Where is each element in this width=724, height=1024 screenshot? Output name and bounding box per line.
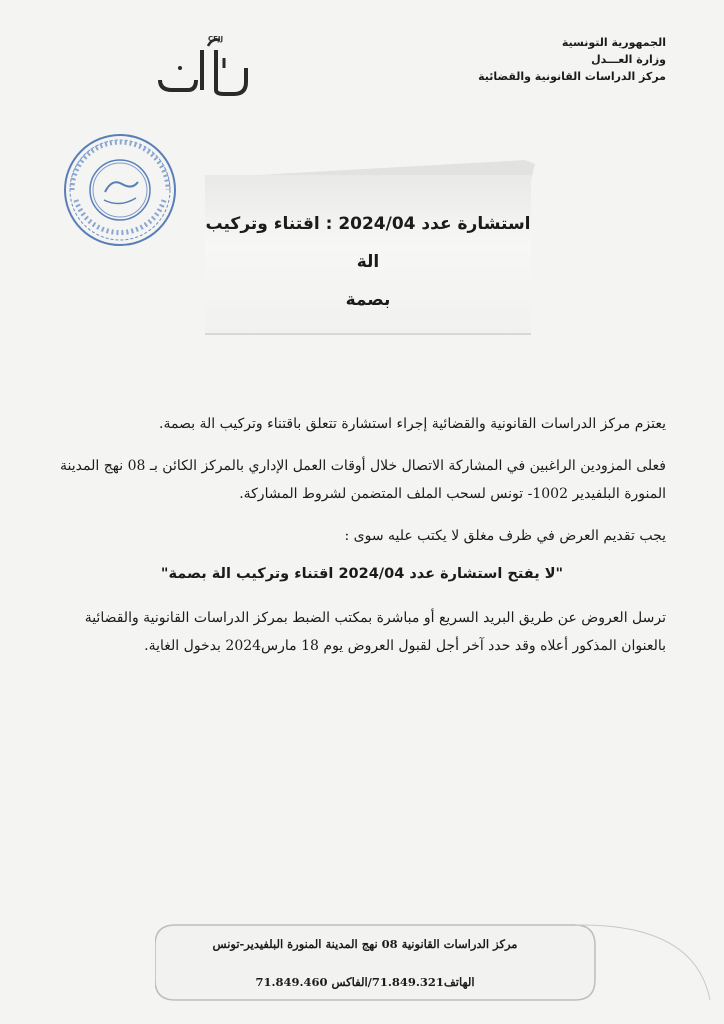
paragraph-deadline: ترسل العروض عن طريق البريد السريع أو مباشرة بمكتب الضبط بمركز الدراسات القانونية والقضائية بالعنوان المذكور أعلاه وقد حدد آخر أجل لقبول العروض يوم 18 مارس2024 بدخول الغاية. xyxy=(84,610,666,654)
cejj-logo-icon xyxy=(150,28,260,98)
title-line-2: بصمة xyxy=(345,290,391,310)
title-box xyxy=(205,130,535,335)
logo-acronym: CEJJ xyxy=(208,35,224,43)
paragraph-submission: يجب تقديم العرض في ظرف مغلق لا يكتب عليه سوى : xyxy=(344,528,666,544)
envelope-label: "لا يفتح استشارة عدد 2024/04 اقتناء وتركيب الة بصمة" xyxy=(160,566,564,582)
paragraph-suppliers: فعلى المزودين الراغبين في المشاركة الاتصال خلال أوقات العمل الإداري بالمركز الكائن بـ 08 نهج المدينة المنورة البلفيدير 1002- تونس لسحب الملف المتضمن لشروط المشاركة. xyxy=(60,458,666,502)
footer-address: مركز الدراسات القانونية 08 نهج المدينة المنورة البلفيدير-تونس xyxy=(212,937,518,951)
footer-phone-fax: الهاتف71.849.321/الفاكس 71.849.460 xyxy=(255,975,475,989)
header-republic: الجمهورية التونسية xyxy=(561,36,666,49)
ministry-header xyxy=(478,34,666,85)
header-ministry: وزارة العـــدل xyxy=(591,53,666,66)
consultation-title xyxy=(205,205,531,319)
title-line-1: استشارة عدد 2024/04 : اقتناء وتركيب الة xyxy=(205,214,531,272)
official-seal-icon xyxy=(60,130,180,250)
paragraph-intro: يعتزم مركز الدراسات القانونية والقضائية إجراء استشارة تتعلق باقتناء وتركيب الة بصمة. xyxy=(159,416,666,432)
footer-contact-box xyxy=(155,915,715,1005)
header-center: مركز الدراسات القانونية والقضائية xyxy=(478,70,666,83)
